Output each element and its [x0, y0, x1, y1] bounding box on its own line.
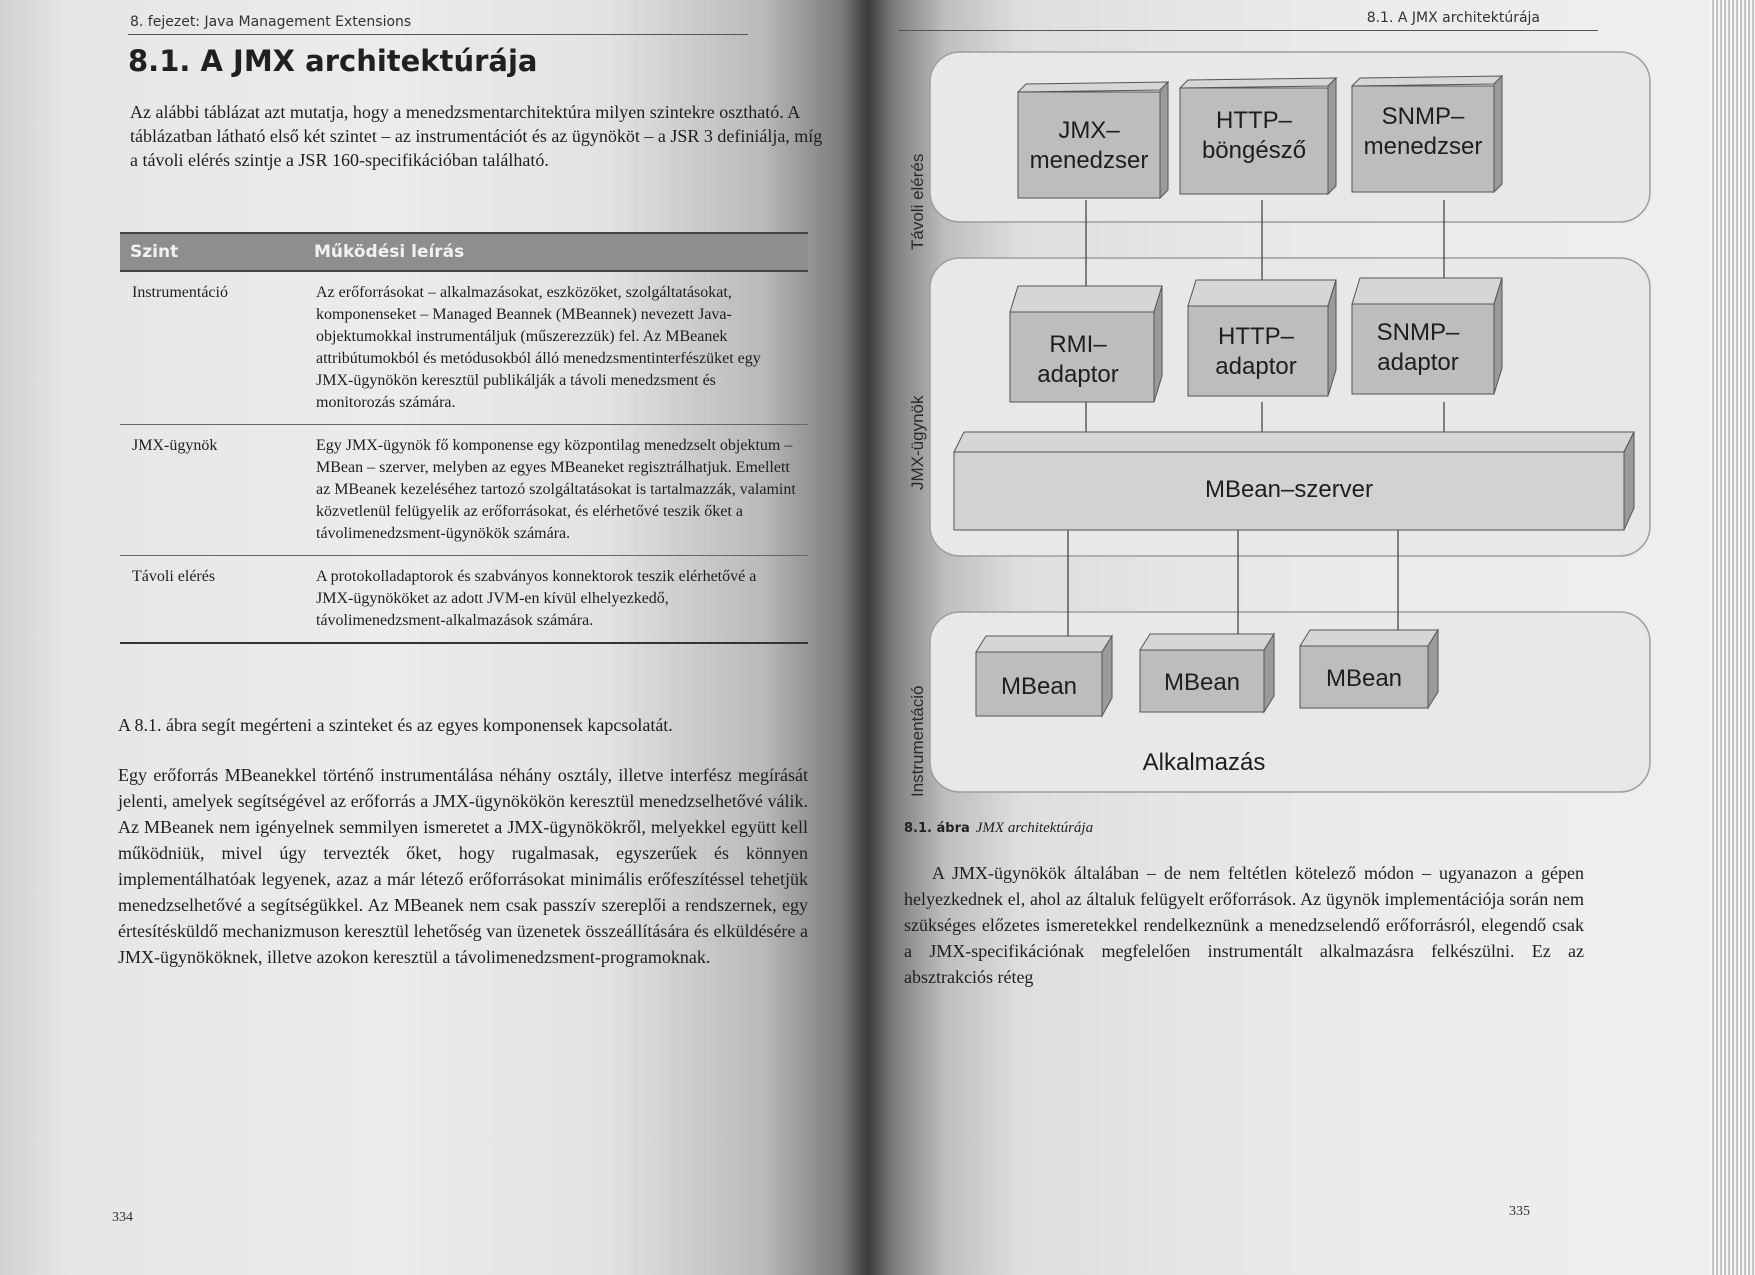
right-running-head: 8.1. A JMX architektúrája: [1366, 10, 1540, 26]
left-page: [0, 0, 868, 1275]
layer-label-instrumentation: Instrumentáció: [908, 685, 927, 797]
application-label: Alkalmazás: [1142, 749, 1266, 776]
diagram-canvas: [868, 40, 1710, 840]
client-label-line2: menedzser: [1363, 133, 1483, 160]
adaptor-label-line1: HTTP–: [1217, 323, 1295, 350]
adaptor-box-http: [1188, 280, 1336, 396]
adaptor-label-line2: adaptor: [1215, 353, 1297, 380]
client-label-line1: SNMP–: [1381, 103, 1465, 130]
right-body-paragraph: A JMX-ügynökök általában – de nem feltétlen kötelező módon – ugyanazon a gépen helyezkednek el, ahol az általuk felügyelt erőforrások. Az ügynök implementációja során nem szükséges előzetes ismeretekkel rendelkeznünk a menedzselendő erőforrásról, elegendő csak a JMX-specifikációnak megfelelően instrumentált alkalmazásra felkészülni. Ez az absztrakciós réteg: [904, 863, 1584, 987]
level-cell: Instrumentáció: [120, 271, 304, 425]
client-box-snmp-manager: [1352, 76, 1502, 192]
client-box-jmx-manager: [1018, 82, 1168, 198]
column-header-description: Működési leírás: [304, 233, 808, 271]
jmx-architecture-diagram: [868, 40, 1710, 840]
left-head-rule: [128, 34, 748, 35]
table-row: [120, 425, 808, 556]
table-row: [120, 556, 808, 644]
client-label-line2: böngésző: [1201, 137, 1307, 164]
adaptor-label-line1: RMI–: [1049, 331, 1107, 358]
page-number-left: 334: [112, 1210, 133, 1225]
adaptor-label-line2: adaptor: [1037, 361, 1119, 388]
mbean-server-box: [954, 432, 1634, 530]
client-label-line2: menedzser: [1029, 147, 1149, 174]
description-cell: Az erőforrásokat – alkalmazásokat, eszközöket, szolgáltatásokat, komponenseket – Managed Beannek (MBeannek) nevezett Java-objektumokkal instrumentáljuk (műszerezzük) fel. Az MBeanek attribútumokból és metódusokból álló menedzsmentinterfészüket egy JMX-ügynökön keresztül publikálják a távoli menedzsment és monitorozás számára.: [304, 271, 808, 425]
level-cell: Távoli elérés: [120, 556, 304, 644]
mbean-server-label: MBean–szerver: [1204, 476, 1374, 503]
mbean-box-1: [976, 636, 1112, 716]
adaptor-box-rmi: [1010, 286, 1162, 402]
figure-number: 8.1. ábra: [904, 821, 970, 836]
figure-reference-paragraph: A 8.1. ábra segít megérteni a szinteket és az egyes komponensek kapcsolatát.: [118, 715, 673, 735]
right-page: [868, 0, 1710, 1275]
figure-title: JMX architektúrája: [975, 820, 1094, 836]
description-cell: Egy JMX-ügynök fő komponense egy központilag menedzselt objektum – MBean – szerver, melyben az egyes MBeaneket regisztrálhatjuk. Emellett az MBeanek kezeléséhez tartozó szolgáltatásokat is tartalmazzák, valamint közvetlenül felügyelik az erőforrásokat, és elérhetővé teszik őket a távolimenedzsment-ügynökök számára.: [304, 425, 808, 556]
left-running-head: 8. fejezet: Java Management Extensions: [130, 14, 412, 30]
mbean-box-2: [1140, 634, 1274, 712]
layer-label-remote-access: Távoli elérés: [908, 153, 927, 250]
body-paragraph: Egy erőforrás MBeanekkel történő instrumentálása néhány osztály, illetve interfész megírását jelenti, amelyek segítségével az erőforrás a JMX-ügynökökön keresztül menedzselhetővé válik. Az MBeanek nem igényelnek semmilyen ismeretet a JMX-ügynökökről, melyekkel együtt kell működniük, mivel úgy tervezték őket, hogy rugalmasak, egyszerűek és könnyen implementálhatóak legyenek, azaz a már létező erőforrásokat minimális erőfeszítéssel tehetjük menedzselhetővé a segítségükkel. Az MBeanek nem csak passzív szereplői a rendszernek, egy értesítésküldő mechanizmuson keresztül lehetőség van üzenetek összeállítására és elküldésére a JMX-ügynököknek, illetve azokon keresztül a távolimenedzsment-programoknak.: [118, 765, 808, 967]
page-number-right: 335: [1509, 1204, 1530, 1219]
client-label-line1: HTTP–: [1215, 107, 1293, 134]
intro-paragraph: Az alábbi táblázat azt mutatja, hogy a menedzsmentarchitektúra milyen szintekre osztható. A táblázatban látható első két szintet – az instrumentációt és az ügynököt – a JSR 3 definiálja, míg a távoli elérés szintje a JSR 160-specifikációban található.: [130, 102, 823, 170]
layer-label-jmx-agent: JMX-ügynök: [908, 395, 927, 490]
adaptor-label-line1: SNMP–: [1376, 319, 1460, 346]
mbean-label: MBean: [1000, 673, 1078, 700]
adaptor-box-snmp: [1352, 278, 1502, 394]
adaptor-label-line2: adaptor: [1377, 349, 1459, 376]
client-label-line1: JMX–: [1058, 117, 1120, 144]
levels-table: [120, 232, 808, 644]
section-title: 8.1. A JMX architektúrája: [128, 44, 538, 78]
book-page-edges: [1710, 0, 1755, 1275]
figure-caption: [904, 820, 1093, 837]
level-cell: JMX-ügynök: [120, 425, 304, 556]
right-head-rule: [898, 30, 1598, 31]
description-cell: A protokolladaptorok és szabványos konnektorok teszik elérhetővé a JMX-ügynököket az adott JVM-en kívül elhelyezkedő, távolimenedzsment-alkalmazások számára.: [304, 556, 808, 644]
mbean-box-3: [1300, 630, 1438, 708]
client-box-http-browser: [1180, 78, 1336, 194]
mbean-label: MBean: [1325, 665, 1403, 692]
column-header-level: Szint: [120, 233, 304, 271]
table-header-row: [120, 233, 808, 271]
table-row: [120, 271, 808, 425]
mbean-label: MBean: [1163, 669, 1241, 696]
